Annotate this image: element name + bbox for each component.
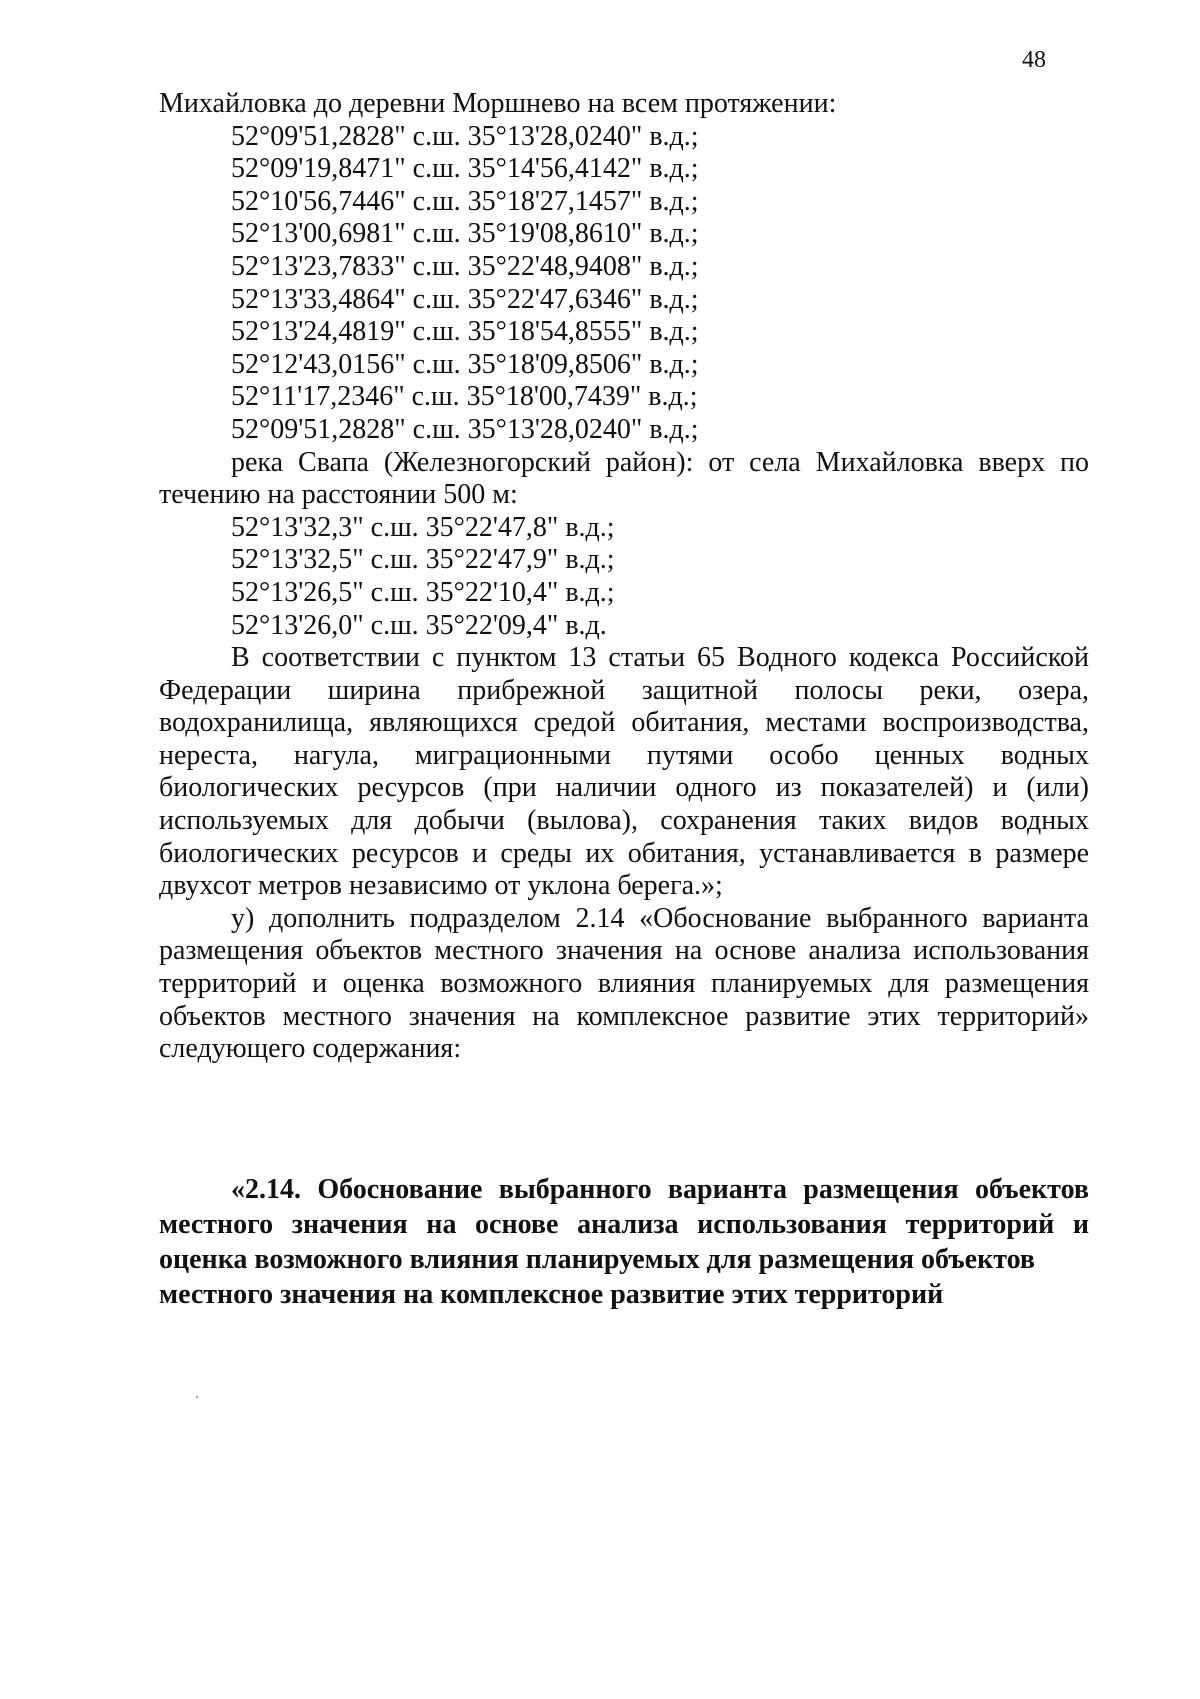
coordinate-line: 52°09'51,2828" с.ш. 35°13'28,0240" в.д.; xyxy=(231,120,699,152)
document-body xyxy=(159,88,1089,1066)
section-heading-last-line: местного значения на комплексное развитие этих территорий xyxy=(159,1279,944,1310)
coordinate-list-2 xyxy=(159,512,1089,642)
coordinate-line: 52°12'43,0156" с.ш. 35°18'09,8506" в.д.; xyxy=(231,348,699,380)
coordinate-line: 52°13'24,4819" с.ш. 35°18'54,8555" в.д.; xyxy=(231,316,699,348)
coordinate-line: 52°13'33,4864" с.ш. 35°22'47,6346" в.д.; xyxy=(231,283,699,315)
river-paragraph: река Свапа (Железногорский район): от села Михайловка вверх по течению на расстоянии 500 м: xyxy=(159,446,1089,511)
coordinate-line: 52°11'17,2346" с.ш. 35°18'00,7439" в.д.; xyxy=(231,381,698,413)
section-heading-main: «2.14. Обоснование выбранного варианта размещения объектов местного значения на основе анализа использования территорий и оценка возможного влияния планируемых для размещения объектов xyxy=(159,1174,1089,1275)
page-number: 48 xyxy=(1022,47,1046,73)
section-heading xyxy=(159,1172,1089,1312)
coordinate-line: 52°09'19,8471" с.ш. 35°14'56,4142" в.д.; xyxy=(231,153,699,185)
coordinate-line: 52°13'32,5" с.ш. 35°22'47,9" в.д.; xyxy=(231,544,615,576)
scan-speck xyxy=(196,1396,198,1398)
intro-line: Михайловка до деревни Моршнево на всем протяжении: xyxy=(159,88,837,119)
water-code-paragraph: В соответствии с пунктом 13 статьи 65 Водного кодекса Российской Федерации ширина прибрежной защитной полосы реки, озера, водохранилища, являющихся средой обитания, местами воспроизводства, нереста, нагула, миграционными путями особо ценных водных биологических ресурсов (при наличии одного из показателей) и (или) используемых для добычи (вылова), сохранения таких видов водных биологических ресурсов и среды их обитания, устанавливается в размере двухсот метров независимо от уклона берега.»; xyxy=(159,642,1089,902)
coordinate-line: 52°09'51,2828" с.ш. 35°13'28,0240" в.д.; xyxy=(231,413,699,445)
amendment-paragraph: у) дополнить подразделом 2.14 «Обоснование выбранного варианта размещения объектов местного значения на основе анализа использования территорий и оценка возможного влияния планируемых для размещения объектов местного значения на комплексное развитие этих территорий» следующего содержания: xyxy=(159,902,1089,1065)
coordinate-line: 52°13'00,6981" с.ш. 35°19'08,8610" в.д.; xyxy=(231,218,699,250)
coordinate-line: 52°13'26,0" с.ш. 35°22'09,4" в.д. xyxy=(231,609,607,641)
coordinate-line: 52°13'26,5" с.ш. 35°22'10,4" в.д.; xyxy=(231,576,615,608)
coordinate-line: 52°13'32,3" с.ш. 35°22'47,8" в.д.; xyxy=(231,511,615,543)
coordinate-line: 52°10'56,7446" с.ш. 35°18'27,1457" в.д.; xyxy=(231,185,699,217)
coordinate-list-1 xyxy=(159,121,1089,447)
coordinate-line: 52°13'23,7833" с.ш. 35°22'48,9408" в.д.; xyxy=(231,250,699,282)
